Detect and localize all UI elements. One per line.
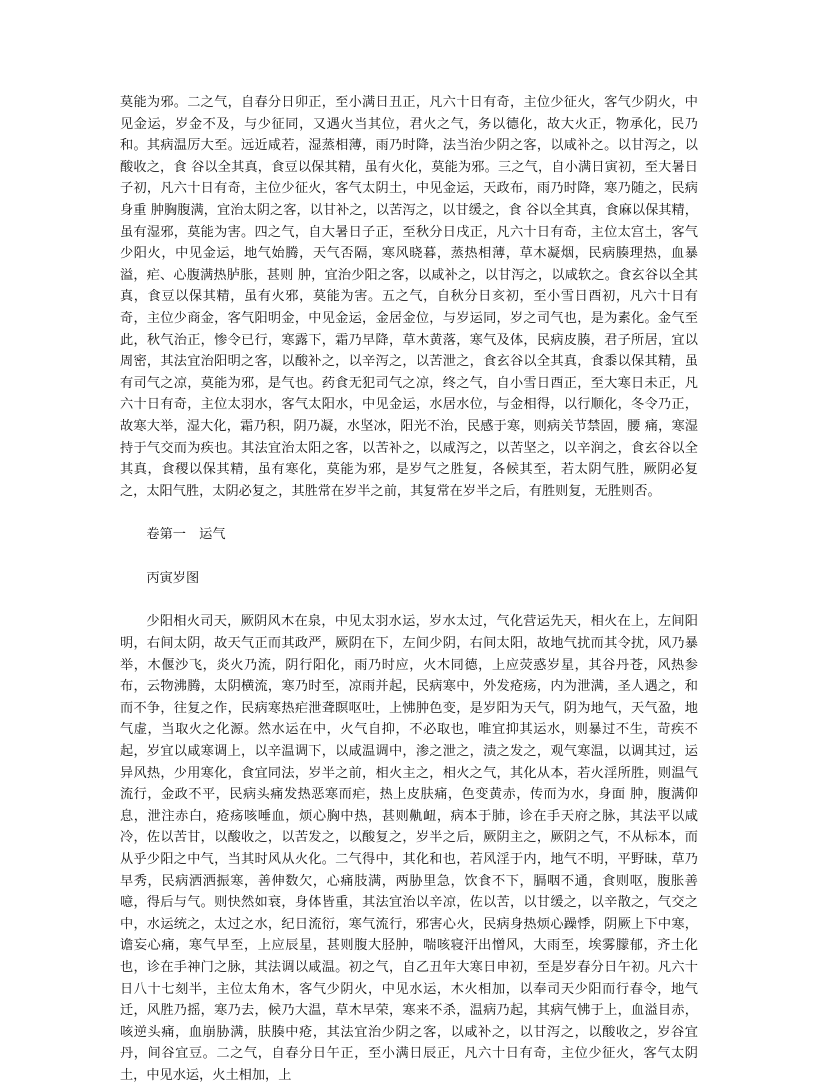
- body-paragraph-1: 莫能为邪。二之气，自春分日卯正，至小满日丑正，凡六十日有奇，主位少征火，客气少阴火，中见金运，岁金不及，与少征同，又遇火当其位，君火之气，务以德化，故大火正，物承化，民乃和。其病温厉大至。远近咸若，湿蒸相薄，雨乃时降，法当治少阴之客，以咸补之。以甘泻之，以酸收之，食 谷以全其真，食豆以保其精，虽有火化，莫能为邪。三之气，自小满日寅初，至大暑日子初，凡六十日有奇，主位少征火，客气太阴土，中见金运，天政布，雨乃时降，寒乃随之，民病身重 肿胸腹满，宜治太阴之客，以甘补之，以苦泻之，以甘缓之，食 谷以全其真，食麻以保其精，虽有湿邪，莫能为害。四之气，自大暑日子正，至秋分日戌正，凡六十日有奇，主位太宫土，客气少阳火，中见金运，地气始腾，天气否隔，寒风晓暮，蒸热相薄，草木凝烟，民病腠理热，血暴溢，疟、心腹满热胪胀，甚则 肿，宜治少阳之客，以咸补之，以甘泻之，以咸软之。食玄谷以全其真，食豆以保其精，虽有火邪，莫能为害。五之气，自秋分日亥初，至小雪日酉初，凡六十日有奇，主位少商金，客气阳明金，中见金运，金居金位，与岁运同，岁之司气也，是为素化。金气至此，秋气治正，惨令已行，寒露下，霜乃早降，草木黄落，寒气及体，民病皮腠，君子所居，宜以周密，其法宜治阳明之客，以酸补之，以辛泻之，以苦泄之，食玄谷以全其真，食黍以保其精，虽有司气之凉，莫能为邪，是气也。药食无犯司气之凉，终之气，自小雪日酉正，至大寒日未正，凡六十日有奇，主位太羽水，客气太阳水，中见金运，水居水位，与金相得，以行顺化，冬令乃正，故寒大举，湿大化，霜乃积，阴乃凝，水坚冰，阳光不治，民感于寒，则病关节禁固，腰 痛，寒湿持于气交而为疾也。其法宜治太阳之客，以苦补之，以咸泻之，以苦坚之，以辛润之，食玄谷以全其真，食稷以保其精，虽有寒化，莫能为邪，是岁气之胜复，各候其至，若太阴气胜，厥阴必复之，太阳气胜，太阴必复之，其胜常在岁半之前，其复常在岁半之后，有胜则复，无胜则否。: [120, 95, 698, 499]
- body-paragraph-2: 少阳相火司天，厥阴风木在泉，中见太羽水运，岁水太过，气化营运先天，相火在上，左间阳明，右间太阴，故天气正而其政严，厥阴在下，左间少阴，右间太阳，故地气扰而其令扰，风乃暴举，木偃沙飞，炎火乃流，阴行阳化，雨乃时应，火木同德，上应荧惑岁星，其谷丹苍，风热参布，云物沸腾，太阴横流，寒乃时至，凉雨并起，民病寒中，外发疮疡，内为泄满，圣人遇之，和而不争，往复之作，民病寒热疟泄聋瞑呕吐，上怫肿色变，是岁阳为天气，阴为地气，天气盈，地气虚，当取火之化源。然水运在中，火气自抑，不必取也，唯宜抑其运水，则暴过不生，苛疾不起，岁宜以咸寒调上，以辛温调下，以咸温调中，渗之泄之，渍之发之，观气寒温，以调其过，运异风热，少用寒化，食宜同法，岁半之前，相火主之，相火之气，其化从本，若火淫所胜，则温气流行，金政不平，民病头痛发热恶寒而疟，热上皮肤痛，色变黄赤，传而为水，身面 肿，腹满仰息，泄注赤白，疮疡咳唾血，烦心胸中热，甚则鼽衄，病本于肺，诊在手天府之脉，其法平以咸冷，佐以苦甘，以酸收之，以苦发之，以酸复之，岁半之后，厥阴主之，厥阴之气，不从标本，而从乎少阳之中气，当其时风从火化。二气得中，其化和也，若风淫于内，地气不明，平野昧，草乃早秀，民病洒洒振寒，善伸数欠，心痛肢满，两胁里急，饮食不下，膈咽不通，食则呕，腹胀善噫，得后与气。则快然如衰，身体皆重，其法宜治以辛凉，佐以苦，以甘缓之，以辛散之，气交之中，水运统之，太过之水，纪日流衍，寒气流行，邪害心火，民病身热烦心躁悸，阴厥上下中寒，谵妄心痛，寒气早至，上应辰星，甚则腹大胫肿，喘咳寝汗出憎风，大雨至，埃雾朦郁，齐土化也，诊在手神门之脉，其法调以咸温。初之气，自乙丑年大寒日申初，至是岁春分日午初。凡六十日八十七刻半，主位太角木，客气少阴火，中见水运，木火相加，以奉司天少阳而行春令，地气迁，风胜乃摇，寒乃去，候乃大温，草木早荣，寒来不杀，温病乃起，其病气怫于上，血溢目赤，咳逆头痛，血崩胁满，肤腠中疮，其法宜治少阴之客，以咸补之，以甘泻之，以酸收之，岁谷宜丹，间谷宜豆。二之气，自春分日午正，至小满日辰正，凡六十日有奇，主位少征火，客气太阴土，中见水运，火土相加，上: [120, 614, 698, 1083]
- section-heading: 卷第一 运气: [146, 527, 226, 543]
- figure-heading: 丙寅岁图: [146, 570, 200, 586]
- document-page: [120, 92, 698, 1087]
